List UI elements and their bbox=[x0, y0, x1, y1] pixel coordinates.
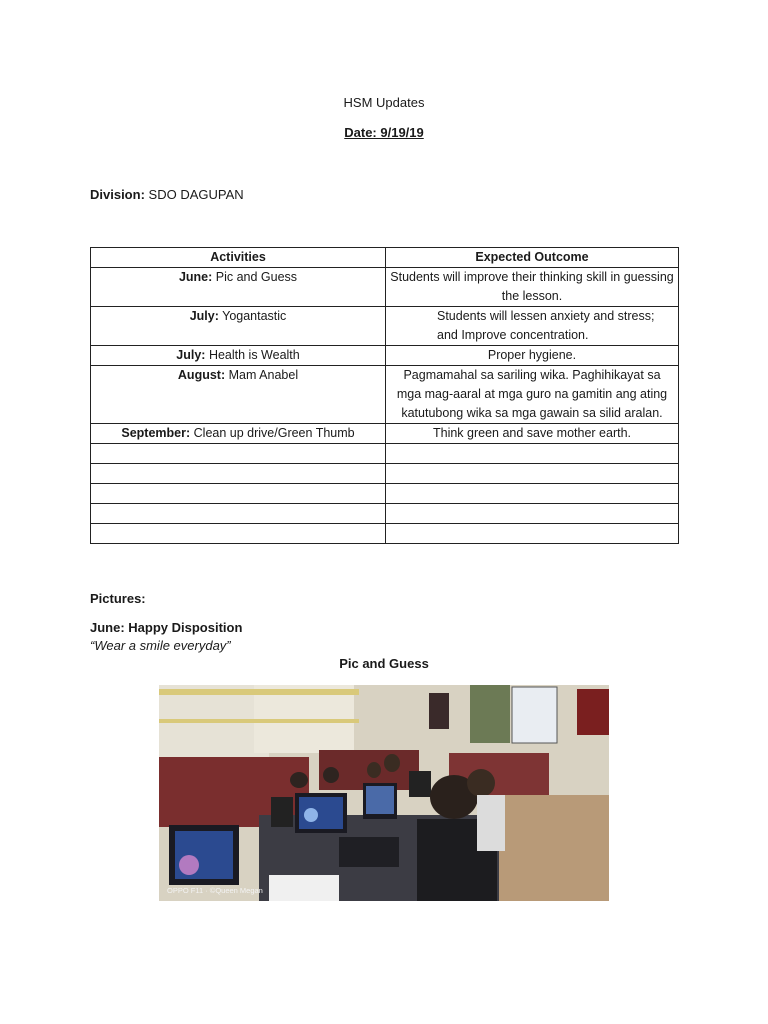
table-row bbox=[91, 346, 679, 366]
activity-month: July: bbox=[176, 348, 206, 362]
outcome-cell bbox=[386, 307, 679, 346]
table-row bbox=[91, 424, 679, 444]
june-theme: Happy Disposition bbox=[128, 620, 243, 635]
activity-name: Yogantastic bbox=[222, 309, 287, 323]
outcome-cell: Think green and save mother earth. bbox=[386, 424, 679, 444]
empty-table-row bbox=[91, 464, 679, 484]
activity-cell bbox=[91, 366, 386, 424]
outcome-line: and Improve concentration. bbox=[437, 328, 589, 342]
table-header-row bbox=[91, 248, 679, 268]
classroom-photo bbox=[159, 685, 609, 901]
empty-cell bbox=[386, 504, 679, 524]
empty-cell bbox=[91, 524, 386, 544]
empty-table-row bbox=[91, 444, 679, 464]
activities-header: Activities bbox=[91, 248, 386, 268]
activity-name: Pic and Guess bbox=[215, 270, 298, 284]
activity-cell bbox=[91, 268, 386, 307]
activity-cell bbox=[91, 346, 386, 366]
activity-month: September: bbox=[121, 426, 191, 440]
outcome-cell: Proper hygiene. bbox=[386, 346, 679, 366]
division-label: Division: bbox=[90, 187, 145, 202]
june-theme-line bbox=[90, 620, 242, 635]
activity-name: Health is Wealth bbox=[208, 348, 300, 362]
empty-table-row bbox=[91, 484, 679, 504]
document-date: Date: 9/19/19 bbox=[344, 125, 424, 140]
activity-cell bbox=[91, 424, 386, 444]
table-row bbox=[91, 268, 679, 307]
empty-cell bbox=[386, 524, 679, 544]
outcome-cell: Students will improve their thinking skill in guessing the lesson. bbox=[386, 268, 679, 307]
activities-table bbox=[90, 247, 679, 544]
theme-quote: “Wear a smile everyday” bbox=[90, 638, 231, 653]
outcome-cell: Pagmamahal sa sariling wika. Paghihikayat sa mga mag-aaral at mga guro na gamitin ang ating katutubong wika sa mga gawain sa silid aralan. bbox=[386, 366, 679, 424]
empty-cell bbox=[386, 484, 679, 504]
activity-name: Clean up drive/Green Thumb bbox=[193, 426, 355, 440]
photo-caption: Pic and Guess bbox=[339, 656, 429, 671]
division-value: SDO DAGUPAN bbox=[148, 187, 244, 202]
empty-table-row bbox=[91, 504, 679, 524]
activity-cell bbox=[91, 307, 386, 346]
empty-cell bbox=[386, 444, 679, 464]
empty-cell bbox=[91, 444, 386, 464]
empty-cell bbox=[91, 504, 386, 524]
table-row bbox=[91, 366, 679, 424]
empty-cell bbox=[91, 484, 386, 504]
division-line bbox=[90, 187, 244, 202]
empty-cell bbox=[91, 464, 386, 484]
outcome-line: Students will lessen anxiety and stress; bbox=[437, 309, 655, 323]
activity-month: June: bbox=[178, 270, 213, 284]
table-row bbox=[91, 307, 679, 346]
june-label: June: bbox=[90, 620, 125, 635]
activity-name: Mam Anabel bbox=[228, 368, 299, 382]
classroom-photo-illustration bbox=[159, 685, 609, 901]
photo-watermark: OPPO F11 · ©Queen Megan bbox=[167, 886, 263, 895]
empty-table-row bbox=[91, 524, 679, 544]
pictures-heading: Pictures: bbox=[90, 591, 146, 606]
expected-outcome-header: Expected Outcome bbox=[386, 248, 679, 268]
activity-month: August: bbox=[177, 368, 226, 382]
empty-cell bbox=[386, 464, 679, 484]
activity-month: July: bbox=[189, 309, 219, 323]
document-title: HSM Updates bbox=[343, 95, 425, 110]
